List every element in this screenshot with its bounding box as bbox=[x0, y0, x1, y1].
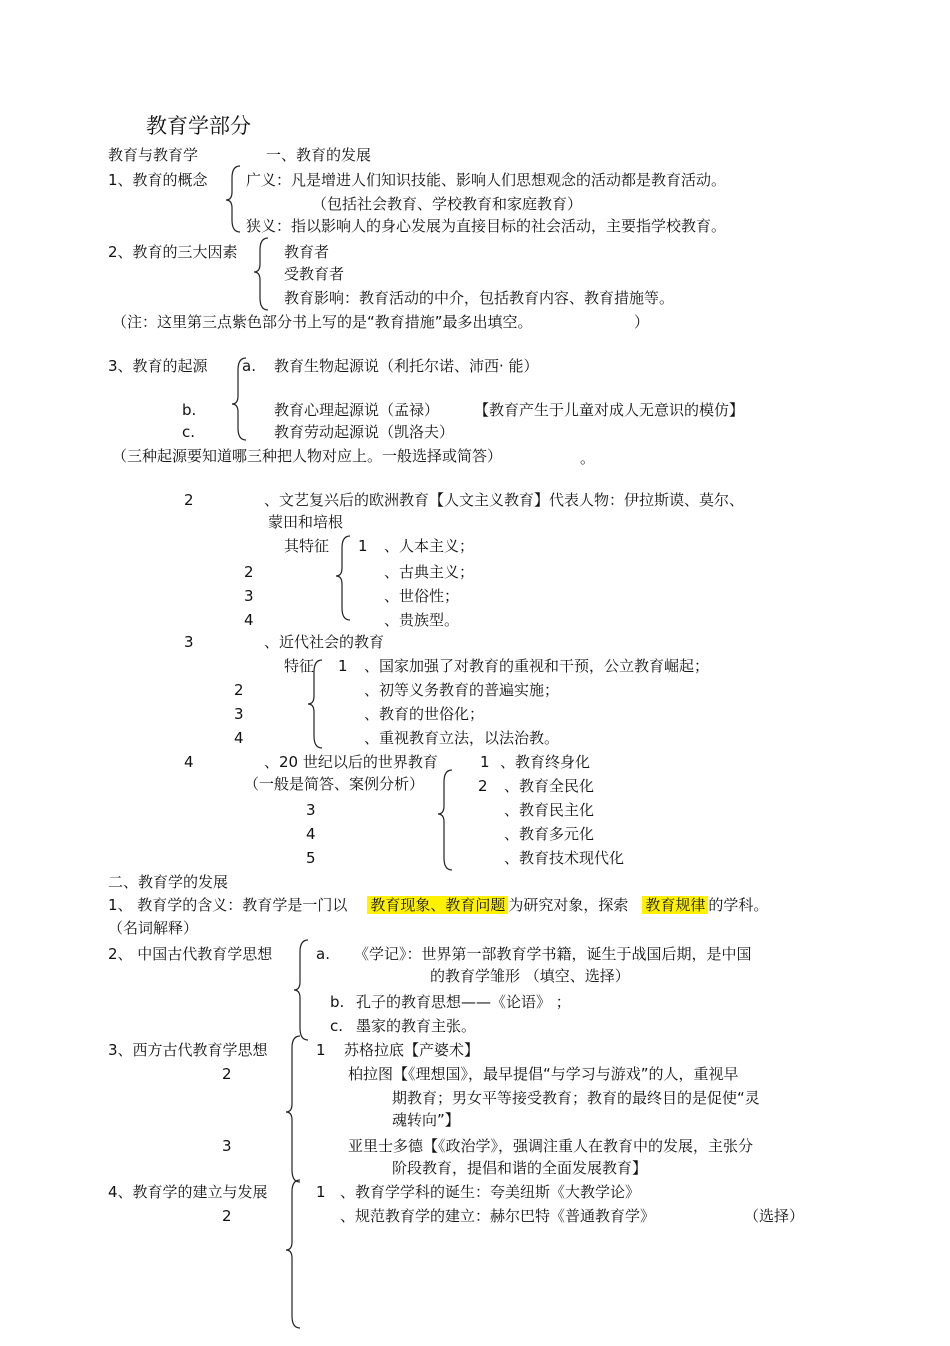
china-marker: a. bbox=[316, 945, 330, 963]
factors-label: 2、教育的三大因素 bbox=[108, 243, 238, 261]
chapter-label: 教育与教育学 bbox=[108, 146, 199, 164]
renaissance-text: 、文艺复兴后的欧洲教育【人文主义教育】代表人物：伊拉斯谟、莫尔、 bbox=[264, 491, 745, 509]
brace-concept bbox=[226, 166, 240, 232]
feature-num: 2 bbox=[234, 681, 244, 699]
feature-text: 、国家加强了对教育的重视和干预，公立教育崛起； bbox=[364, 657, 710, 675]
west-num: 3 bbox=[222, 1137, 232, 1155]
establish-num: 2 bbox=[222, 1207, 232, 1225]
origin-marker: a. bbox=[242, 357, 256, 375]
concept-broad-note: （包括社会教育、学校教育和家庭教育） bbox=[312, 195, 583, 213]
highlight-law: 教育规律 bbox=[642, 896, 708, 914]
establish-label: 4、教育学的建立与发展 bbox=[108, 1183, 268, 1201]
establish-item-note: （选择） bbox=[744, 1207, 805, 1225]
section-heading-pedagogy: 二、教育学的发展 bbox=[108, 873, 229, 891]
concept-broad: 广义：凡是增进人们知识技能、影响人们思想观念的活动都是教育活动。 bbox=[246, 171, 727, 189]
origin-label: 3、教育的起源 bbox=[108, 357, 208, 375]
brace-20th bbox=[438, 770, 452, 870]
feature-text: 、人本主义； bbox=[384, 537, 475, 555]
feature-num: 3 bbox=[306, 801, 316, 819]
factors-note: （注：这里第三点紫色部分书上写的是“教育措施”最多出填空。 bbox=[112, 313, 533, 331]
china-item-cont: 的教育学雏形 （填空、选择） bbox=[430, 967, 630, 985]
west-label: 3、西方古代教育学思想 bbox=[108, 1041, 268, 1059]
history-num: 3 bbox=[184, 633, 194, 651]
west-num: 1 bbox=[316, 1041, 326, 1059]
feature-text: 、教育全民化 bbox=[504, 777, 595, 795]
factor-item: 教育影响：教育活动的中介，包括教育内容、教育措施等。 bbox=[284, 289, 675, 307]
china-marker: b. bbox=[330, 993, 345, 1011]
feature-text: 、初等义务教育的普遍实施； bbox=[364, 681, 560, 699]
china-item: 《学记》：世界第一部教育学书籍，诞生于战国后期，是中国 bbox=[354, 945, 752, 963]
century-note: （一般是简答、案例分析） bbox=[244, 775, 425, 793]
establish-item: 、规范教育学的建立：赫尔巴特《普通教育学》 bbox=[340, 1207, 656, 1225]
definition-note: （名词解释） bbox=[108, 919, 199, 937]
feature-num: 3 bbox=[234, 705, 244, 723]
feature-num: 1 bbox=[358, 537, 368, 555]
highlight-phenomenon: 教育现象、教育问题 bbox=[367, 896, 508, 914]
feature-num: 1 bbox=[338, 657, 348, 675]
feature-text: 、教育终身化 bbox=[500, 753, 591, 771]
century-text: 、20 世纪以后的世界教育 bbox=[264, 753, 438, 771]
origin-marker: c. bbox=[182, 423, 196, 441]
origin-item: 教育心理起源说（孟禄） bbox=[274, 401, 440, 419]
modern-feature-label: 特征 bbox=[284, 657, 315, 675]
feature-num: 4 bbox=[306, 825, 316, 843]
feature-num: 4 bbox=[234, 729, 244, 747]
establish-item: 、教育学学科的诞生：夸美纽斯《大教学论》 bbox=[340, 1183, 641, 1201]
feature-num: 2 bbox=[478, 777, 488, 795]
origin-note: （三种起源要知道哪三种把人物对应上。一般选择或简答） bbox=[112, 447, 503, 465]
establish-num: 1 bbox=[316, 1183, 326, 1201]
concept-narrow: 狭义：指以影响人的身心发展为直接目标的社会活动，主要指学校教育。 bbox=[246, 217, 727, 235]
definition-mid: 为研究对象，探索 bbox=[508, 896, 629, 914]
brace-factors bbox=[254, 238, 268, 310]
origin-note-end: 。 bbox=[580, 449, 596, 467]
renaissance-text-cont: 蒙田和培根 bbox=[268, 513, 344, 531]
origin-item: 教育生物起源说（利托尔诺、沛西· 能） bbox=[274, 357, 539, 375]
china-marker: c. bbox=[330, 1017, 344, 1035]
west-item: 苏格拉底【产婆术】 bbox=[344, 1041, 480, 1059]
origin-item: 教育劳动起源说（凯洛夫） bbox=[274, 423, 455, 441]
feature-text: 、古典主义； bbox=[384, 563, 475, 581]
feature-text: 、世俗性； bbox=[384, 587, 460, 605]
factor-item: 受教育者 bbox=[284, 265, 345, 283]
west-item: 柏拉图【《理想国》，最早提倡“与学习与游戏”的人，重视早 bbox=[348, 1065, 739, 1083]
origin-item-note: 【教育产生于儿童对成人无意识的模仿】 bbox=[474, 401, 745, 419]
feature-num: 2 bbox=[244, 563, 254, 581]
history-num: 2 bbox=[184, 491, 194, 509]
feature-text: 、贵族型。 bbox=[384, 611, 460, 629]
brace-west bbox=[286, 1036, 300, 1182]
history-num: 4 bbox=[184, 753, 194, 771]
section-heading-development: 一、教育的发展 bbox=[266, 146, 372, 164]
china-item: 墨家的教育主张。 bbox=[356, 1017, 477, 1035]
feature-text: 、教育民主化 bbox=[504, 801, 595, 819]
feature-num: 5 bbox=[306, 849, 316, 867]
west-item-cont: 期教育；男女平等接受教育；教育的最终目的是促使“灵 bbox=[392, 1089, 760, 1107]
brace-china bbox=[294, 940, 308, 1040]
brace-renaissance bbox=[336, 536, 350, 620]
china-label: 2、 中国古代教育学思想 bbox=[108, 945, 273, 963]
modern-text: 、近代社会的教育 bbox=[264, 633, 385, 651]
west-item: 亚里士多德【《政治学》，强调注重人在教育中的发展，主张分 bbox=[348, 1137, 754, 1155]
west-item-cont: 阶段教育，提倡和谐的全面发展教育】 bbox=[392, 1159, 648, 1177]
definition-line bbox=[108, 895, 768, 915]
feature-num: 4 bbox=[244, 611, 254, 629]
brace-establish bbox=[286, 1180, 300, 1328]
feature-num: 3 bbox=[244, 587, 254, 605]
west-num: 2 bbox=[222, 1065, 232, 1083]
definition-post: 的学科。 bbox=[708, 896, 769, 914]
china-item: 孔子的教育思想——《论语》 ； bbox=[356, 993, 571, 1011]
feature-num: 1 bbox=[480, 753, 490, 771]
concept-label: 1、教育的概念 bbox=[108, 171, 208, 189]
page-title: 教育学部分 bbox=[146, 114, 251, 138]
origin-marker: b. bbox=[182, 401, 197, 419]
feature-text: 、教育多元化 bbox=[504, 825, 595, 843]
factors-note-end: ） bbox=[634, 313, 650, 331]
feature-text: 、教育的世俗化； bbox=[364, 705, 485, 723]
feature-text: 、重视教育立法，以法治教。 bbox=[364, 729, 560, 747]
feature-text: 、教育技术现代化 bbox=[504, 849, 625, 867]
renaissance-feature-label: 其特征 bbox=[284, 537, 330, 555]
west-item-cont: 魂转向”】 bbox=[392, 1111, 460, 1129]
factor-item: 教育者 bbox=[284, 243, 330, 261]
definition-pre: 1、 教育学的含义：教育学是一门以 bbox=[108, 896, 348, 914]
